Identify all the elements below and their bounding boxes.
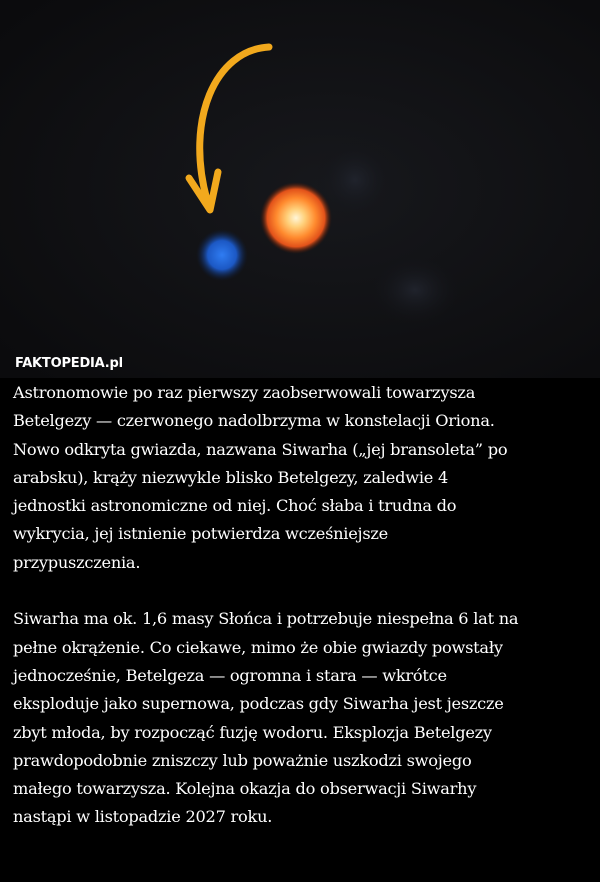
text-line: Nowo odkryta gwiazda, nazwana Siwarha („jej bransoleta” po: [13, 439, 508, 459]
paragraph-2: [13, 605, 591, 831]
text-line: zbyt młoda, by rozpocząć fuzję wodoru. Eksplozja Betelgezy: [13, 722, 492, 742]
text-line: jednocześnie, Betelgeza — ogromna i stara — wkrótce: [13, 665, 447, 685]
text-line: wykrycia, jej istnienie potwierdza wcześniejsze: [13, 524, 388, 544]
text-line: arabsku), krąży niezwykle blisko Betelgezy, zaledwie 4: [13, 467, 449, 487]
siwarha-star: [196, 229, 248, 281]
watermark-logo: FAKTOPEDIA.pl: [15, 356, 123, 371]
paragraph-1: [13, 379, 591, 577]
text-line: Astronomowie po raz pierwszy zaobserwowali towarzysza: [13, 383, 476, 402]
star-photo: [0, 0, 600, 378]
text-line: nastąpi w listopadzie 2027 roku.: [13, 807, 273, 827]
text-line: prawdopodobnie zniszczy lub poważnie uszkodzi swojego: [13, 750, 472, 770]
article-text: [13, 379, 591, 832]
text-line: przypuszczenia.: [13, 552, 141, 572]
text-line: jednostki astronomiczne od niej. Choć słaba i trudna do: [13, 496, 457, 516]
text-line: Siwarha ma ok. 1,6 masy Słońca i potrzebuje niespełna 6 lat na: [13, 609, 519, 629]
text-line: małego towarzysza. Kolejna okazja do obserwacji Siwarhy: [13, 779, 477, 799]
text-line: Betelgezy — czerwonego nadolbrzyma w konstelacji Oriona.: [13, 411, 495, 431]
betelgeuse-star: [260, 182, 332, 254]
text-line: pełne okrążenie. Co ciekawe, mimo że obie gwiazdy powstały: [13, 637, 503, 657]
text-line: eksploduje jako supernowa, podczas gdy Siwarha jest jeszcze: [13, 694, 504, 714]
space-image: [0, 0, 600, 378]
